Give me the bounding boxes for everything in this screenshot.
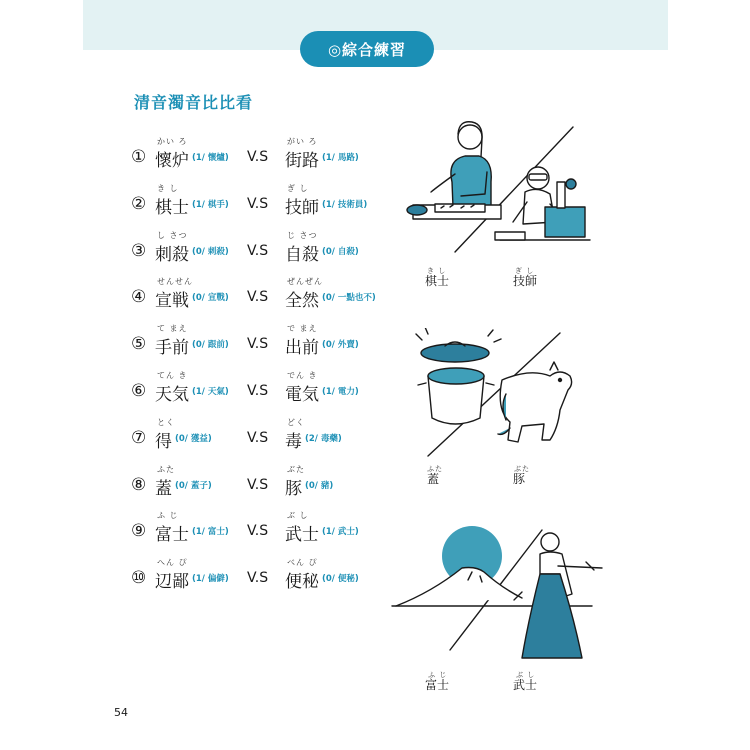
item-number: ⑦ xyxy=(131,427,147,448)
left-note: (0/ 獲益) xyxy=(175,433,212,444)
right-ruby: べん ぴ xyxy=(287,558,318,568)
illustration-fuji-bushi xyxy=(372,522,612,662)
vs-label: V.S xyxy=(247,383,269,399)
item-number: ⑧ xyxy=(131,474,147,495)
right-note: (1/ 電力) xyxy=(322,387,359,397)
left-word: 得 xyxy=(155,431,172,452)
right-ruby: でん き xyxy=(287,371,318,380)
left-word: 宣戦 xyxy=(155,291,189,312)
left-ruby: ふた xyxy=(157,464,175,474)
right-word: 豚 xyxy=(285,478,302,499)
vocab-row xyxy=(0,510,420,550)
right-ruby: どく xyxy=(287,417,305,427)
vs-label: V.S xyxy=(247,195,269,212)
vocab-row xyxy=(0,417,420,457)
left-note: (1/ 偏僻) xyxy=(192,574,229,585)
section-badge: ◎綜合練習 xyxy=(300,31,434,67)
left-word: 刺殺 xyxy=(155,244,189,265)
illustration-futa-buta xyxy=(410,328,580,458)
right-ruby: ぶ し xyxy=(287,511,309,521)
caption-ruby: ぶた xyxy=(514,465,530,473)
left-note: (0/ 蓋子) xyxy=(175,480,212,491)
left-note: (0/ 跟前) xyxy=(192,340,229,351)
item-number: ① xyxy=(131,147,147,167)
page-title: 清音濁音比比看 xyxy=(134,93,254,112)
right-word: 電気 xyxy=(285,385,319,405)
right-note: (0/ 豬) xyxy=(305,480,334,491)
left-ruby: て まえ xyxy=(157,324,188,334)
left-word: 蓋 xyxy=(155,478,172,499)
vocab-row xyxy=(0,183,420,223)
right-word: 街路 xyxy=(285,151,319,171)
right-note: (0/ 便秘) xyxy=(322,574,359,585)
left-ruby: てん き xyxy=(157,371,188,380)
vocab-row xyxy=(0,230,420,270)
vs-label: V.S xyxy=(247,570,269,587)
item-number: ⑨ xyxy=(131,521,147,542)
vocab-row xyxy=(0,464,420,504)
left-ruby: へん ぴ xyxy=(157,558,188,568)
vocab-row xyxy=(0,276,420,316)
illustration-kishi-gishi xyxy=(395,112,595,262)
right-note: (1/ 馬路) xyxy=(322,153,359,163)
right-ruby: ぎ し xyxy=(287,183,309,193)
left-note: (1/ 天氣) xyxy=(192,387,229,397)
right-word: 自殺 xyxy=(285,244,319,265)
left-word: 天気 xyxy=(155,385,189,405)
right-word: 便秘 xyxy=(285,572,319,593)
right-note: (1/ 武士) xyxy=(322,527,359,538)
left-note: (1/ 懷爐) xyxy=(192,153,229,163)
left-note: (0/ 宣戰) xyxy=(192,293,229,304)
item-number: ⑤ xyxy=(131,334,147,355)
vs-label: V.S xyxy=(247,523,269,540)
left-ruby: き し xyxy=(157,183,179,193)
vocab-row xyxy=(0,136,420,176)
caption-ruby: き し xyxy=(427,267,447,275)
vocab-row xyxy=(0,323,420,363)
caption-word: 蓋 xyxy=(427,472,440,486)
left-word: 懷炉 xyxy=(155,151,189,171)
vs-label: V.S xyxy=(247,289,269,306)
left-note: (1/ 富士) xyxy=(192,527,229,538)
item-number: ② xyxy=(131,193,147,214)
vs-label: V.S xyxy=(247,242,269,259)
page-number: 54 xyxy=(114,706,128,719)
caption-word: 技師 xyxy=(513,274,538,288)
left-word: 手前 xyxy=(155,338,189,359)
right-ruby: ぜんぜん xyxy=(287,277,323,287)
left-word: 棋士 xyxy=(155,197,189,218)
vocab-row xyxy=(0,370,420,410)
left-ruby: かい ろ xyxy=(157,137,188,146)
item-number: ④ xyxy=(131,287,147,308)
caption-ruby: ふた xyxy=(427,465,443,473)
left-ruby: とく xyxy=(157,417,175,427)
caption-ruby: ぎ し xyxy=(515,267,535,275)
right-note: (1/ 技術員) xyxy=(322,199,368,210)
right-word: 全然 xyxy=(285,291,319,312)
right-ruby: じ さつ xyxy=(287,230,318,240)
caption-word: 富士 xyxy=(425,678,450,692)
left-note: (0/ 刺殺) xyxy=(192,246,229,257)
left-word: 富士 xyxy=(155,525,189,546)
right-ruby: で まえ xyxy=(287,324,318,334)
vs-label: V.S xyxy=(247,149,269,165)
right-note: (0/ 自殺) xyxy=(322,246,359,257)
right-ruby: がい ろ xyxy=(287,137,318,146)
caption-word: 豚 xyxy=(513,472,526,486)
right-word: 技師 xyxy=(285,197,319,218)
left-ruby: せんせん xyxy=(157,277,193,287)
right-note: (0/ 一點也不) xyxy=(322,293,376,304)
right-ruby: ぶた xyxy=(287,464,305,474)
left-ruby: し さつ xyxy=(157,230,188,240)
vs-label: V.S xyxy=(247,429,269,446)
item-number: ③ xyxy=(131,240,147,261)
left-word: 辺鄙 xyxy=(155,572,189,593)
caption-word: 武士 xyxy=(513,678,538,692)
vs-label: V.S xyxy=(247,476,269,493)
right-note: (0/ 外賣) xyxy=(322,340,359,351)
right-word: 出前 xyxy=(285,338,319,359)
caption-word: 棋士 xyxy=(425,274,450,288)
left-ruby: ふ じ xyxy=(157,511,179,521)
vocab-row xyxy=(0,557,420,597)
right-word: 毒 xyxy=(285,431,302,452)
vs-label: V.S xyxy=(247,336,269,353)
right-word: 武士 xyxy=(285,525,319,546)
item-number: ⑥ xyxy=(131,381,147,401)
caption-ruby: ぶ し xyxy=(516,671,536,679)
item-number: ⑩ xyxy=(131,568,147,589)
caption-ruby: ふ じ xyxy=(428,671,448,679)
right-note: (2/ 毒藥) xyxy=(305,433,342,444)
left-note: (1/ 棋手) xyxy=(192,199,229,210)
